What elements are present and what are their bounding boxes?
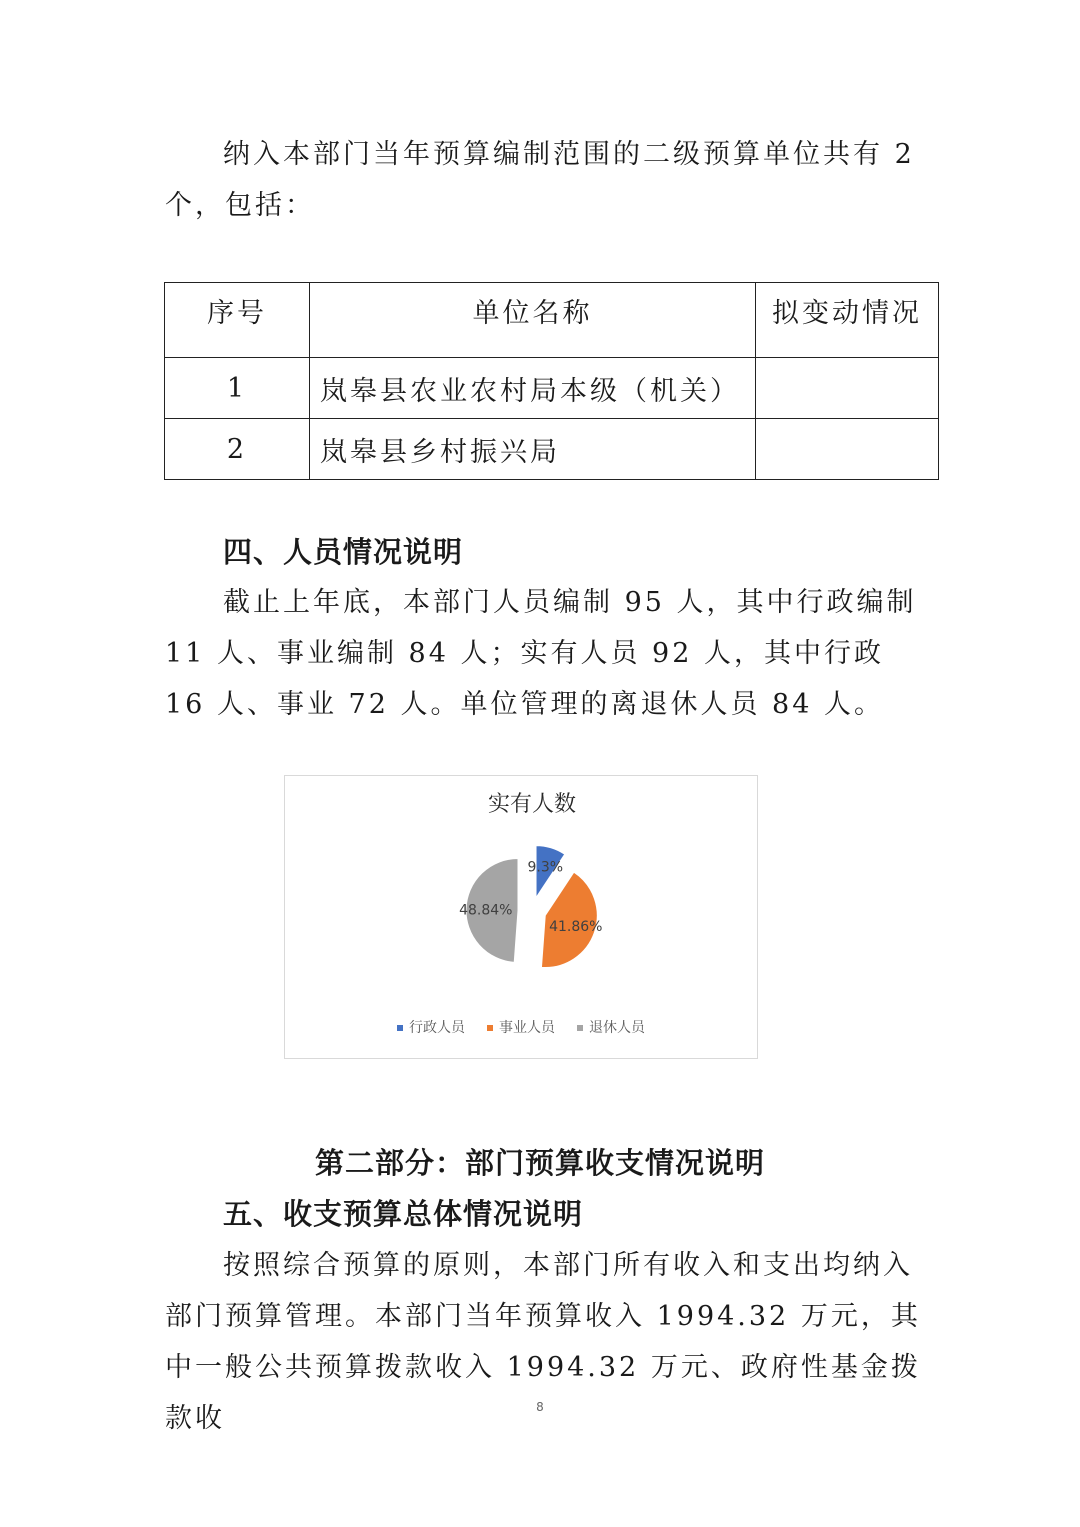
budget-units-table	[164, 282, 939, 480]
intro-paragraph: 纳入本部门当年预算编制范围的二级预算单位共有 2 个，包括：	[165, 139, 915, 221]
legend-label-1: 行政人员	[409, 1020, 465, 1036]
pie-chart	[284, 775, 758, 1059]
cell-seq: 1	[165, 358, 310, 419]
table-header-row	[165, 283, 939, 358]
pie-chart-svg	[285, 776, 757, 1058]
section4-heading: 四、人员情况说明	[223, 535, 464, 569]
slice-label-3: 48.84%	[459, 902, 513, 919]
section4-paragraph: 截止上年底，本部门人员编制 95 人，其中行政编制 11 人、事业编制 84 人；实有人员 92 人，其中行政 16 人、事业 72 人。单位管理的离退休人员 84 人。	[165, 587, 917, 720]
section5-paragraph: 按照综合预算的原则，本部门所有收入和支出均纳入部门预算管理。本部门当年预算收入 1994.32 万元，其中一般公共预算拨款收入 1994.32 万元、政府性基金拨款收	[165, 1250, 921, 1434]
col-header-unit-name: 单位名称	[310, 283, 756, 358]
table-row	[165, 419, 939, 480]
table-row	[165, 358, 939, 419]
legend-swatch-1	[397, 1025, 403, 1031]
col-header-change: 拟变动情况	[756, 283, 939, 358]
part2-heading: 第二部分：部门预算收支情况说明	[314, 1146, 765, 1180]
slice-label-1: 9.3%	[527, 859, 564, 876]
slice-label-2: 41.86%	[549, 918, 603, 935]
cell-seq: 2	[165, 419, 310, 480]
cell-unit-name: 岚皋县农业农村局本级（机关）	[310, 358, 756, 419]
col-header-seq: 序号	[165, 283, 310, 358]
cell-change	[756, 419, 939, 480]
cell-change	[756, 358, 939, 419]
legend-label-2: 事业人员	[499, 1020, 555, 1036]
section5-heading: 五、收支预算总体情况说明	[223, 1197, 584, 1231]
chart-title: 实有人数	[487, 792, 577, 817]
legend-swatch-3	[577, 1025, 583, 1031]
cell-unit-name: 岚皋县乡村振兴局	[310, 419, 756, 480]
legend-label-3: 退休人员	[589, 1020, 645, 1036]
legend-swatch-2	[487, 1025, 493, 1031]
page-number: 8	[536, 1400, 544, 1414]
